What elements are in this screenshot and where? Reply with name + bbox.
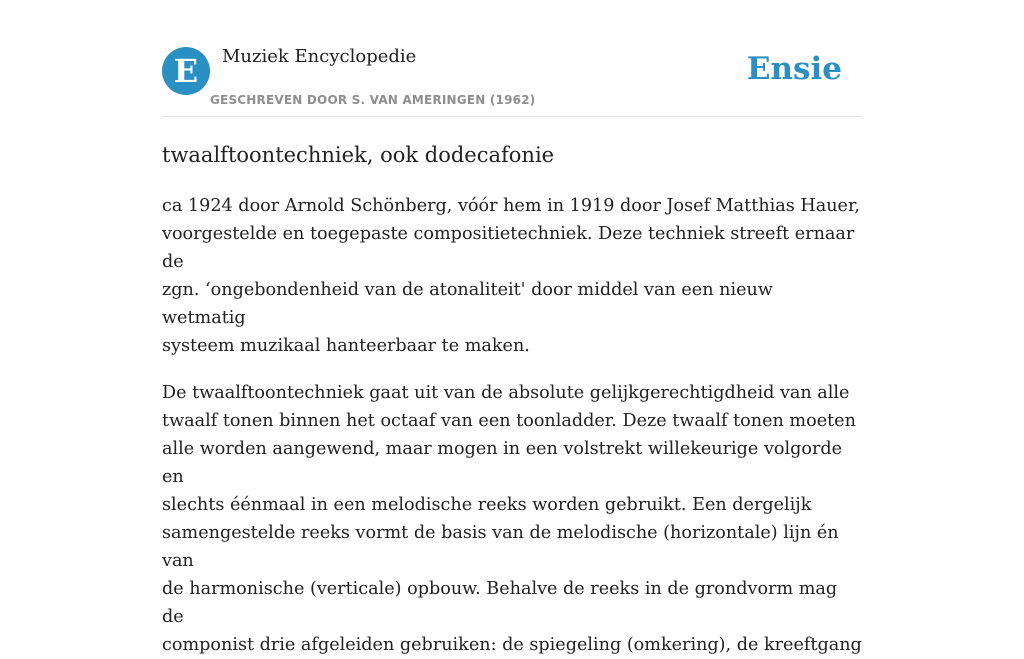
paragraph-line: samengestelde reeks vormt de basis van de melodische (horizontale) lijn én van (162, 523, 839, 571)
paragraph-line: zgn. ‘ongebondenheid van de atonaliteit' door middel van een nieuw wetmatig (162, 280, 773, 328)
paragraph-line: slechts éénmaal in een melodische reeks worden gebruikt. Een dergelijk (162, 495, 812, 515)
paragraph-1 (162, 192, 862, 360)
brand-logo[interactable]: Ensie (746, 51, 842, 87)
paragraph-line: voorgestelde en toegepaste compositietechniek. Deze techniek streeft ernaar de (162, 224, 855, 272)
paragraph-line: alle worden aangewend, maar mogen in een volstrekt willekeurige volgorde en (162, 439, 843, 487)
header (162, 0, 862, 117)
article (162, 137, 862, 659)
paragraph-line: componist drie afgeleiden gebruiken: de spiegeling (omkering), de kreeftgang (162, 635, 862, 655)
article-title: twaalftoontechniek, ook dodecafonie (162, 143, 555, 167)
paragraph-line: twaalf tonen binnen het octaaf van een toonladder. Deze twaalf tonen moeten (162, 411, 856, 431)
ensie-logo-icon[interactable]: E (162, 47, 210, 95)
paragraph-2 (162, 379, 862, 659)
paragraph-line: ca 1924 door Arnold Schönberg, vóór hem in 1919 door Josef Matthias Hauer, (162, 196, 861, 216)
paragraph-line: De twaalftoontechniek gaat uit van de absolute gelijkgerechtigdheid van alle (162, 383, 850, 403)
paragraph-line: de harmonische (verticale) opbouw. Behalve de reeks in de grondvorm mag de (162, 579, 838, 627)
source-title[interactable]: Muziek Encyclopedie (222, 46, 417, 67)
paragraph-line: systeem muzikaal hanteerbaar te maken. (162, 336, 530, 356)
byline: GESCHREVEN DOOR S. VAN AMERINGEN (1962) (210, 93, 536, 107)
